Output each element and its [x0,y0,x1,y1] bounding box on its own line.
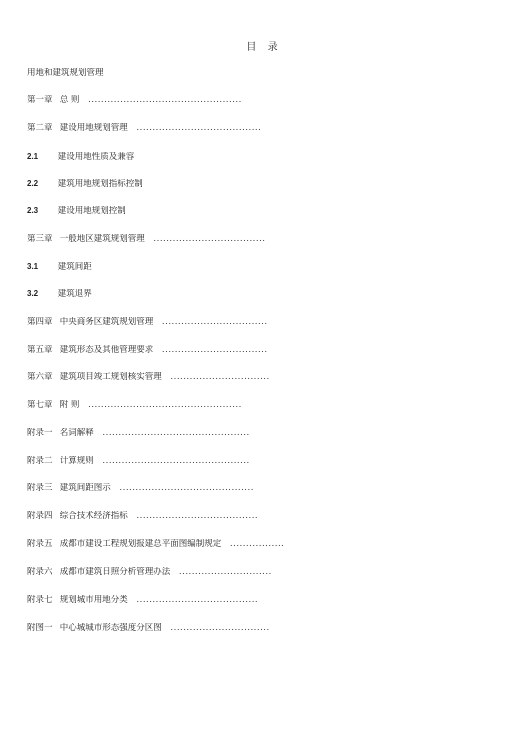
toc-entry-number: 第三章 [27,234,53,244]
toc-entry-number: 2.1 [27,152,39,161]
toc-entry-label: 建筑间距图示 [59,483,111,493]
toc-entry [27,289,92,299]
toc-entry-number: 第五章 [27,345,53,355]
toc-entry [27,428,250,438]
toc-entry-label: 附 则 [59,400,80,410]
toc-entry-number: 第四章 [27,317,53,327]
document-title: 目 录 [246,42,282,53]
toc-leader-dots: ...................................... [136,595,259,605]
toc-leader-dots: .............................................. [102,428,250,438]
toc-entry-label: 规划城市用地分类 [59,595,128,605]
toc-entry [27,623,270,633]
toc-entry-label: 一般地区建筑规划管理 [59,234,145,244]
toc-entry [27,262,92,272]
toc-entry-label: 建筑项目竣工规划核实管理 [59,372,162,382]
toc-leader-dots: .......................................... [119,483,254,493]
toc-entry-number: 3.1 [27,262,39,271]
toc-entry-label: 综合技术经济指标 [59,511,128,521]
toc-entry-number: 2.3 [27,206,39,215]
toc-leader-dots: ............................... [170,623,270,633]
toc-leader-dots: ................. [229,539,285,549]
toc-entry-number: 附录六 [27,567,53,577]
toc-entry [27,400,242,410]
toc-entry-label: 成都市建设工程规划报建总平面图编制规定 [59,539,222,549]
toc-leader-dots: ....................................... [136,123,262,133]
toc-entry [27,456,250,466]
toc-entry-label: 计算规则 [59,456,94,466]
toc-entry [27,511,258,521]
toc-entry [27,123,261,133]
toc-entry-number: 第二章 [27,123,53,133]
toc-entry [27,317,268,327]
toc-entry-number: 附图一 [27,623,53,633]
toc-leader-dots: ................................. [161,345,268,355]
toc-entry [27,372,270,382]
toc-entry [27,152,134,162]
toc-leader-dots: ................................. [161,317,268,327]
toc-leader-dots: ...................................... [136,511,259,521]
toc-leader-dots: ................................................ [88,95,242,105]
toc-entry [27,234,266,244]
toc-entry [27,567,272,577]
toc-entry-label: 建设用地性质及兼容 [57,152,135,162]
toc-entry-label: 总 则 [59,95,80,105]
toc-leader-dots: ............................. [178,567,272,577]
toc-entry-number: 第七章 [27,400,53,410]
toc-entry-number: 附录七 [27,595,53,605]
toc-leader-dots: ............................... [170,372,270,382]
toc-entry-label: 建筑形态及其他管理要求 [59,345,154,355]
toc-entry [27,68,104,78]
toc-leader-dots: ................................................ [88,400,242,410]
toc-entry-label: 建设用地规划控制 [57,206,126,216]
toc-entry [27,345,268,355]
toc-entry-label: 中央商务区建筑规划管理 [59,317,154,327]
toc-entry [27,539,284,549]
toc-entry-number: 第一章 [27,95,53,105]
toc-entry-number: 附录一 [27,428,53,438]
toc-entry-label: 建设用地规划管理 [59,123,128,133]
toc-entry-label: 成都市建筑日照分析管理办法 [59,567,171,577]
toc-entry [27,595,258,605]
toc-entry-number: 附录五 [27,539,53,549]
toc-entry-label: 中心城城市形态强度分区图 [59,623,162,633]
toc-entry [27,483,254,493]
toc-entry [27,179,143,189]
toc-entry [27,206,126,216]
toc-entry [27,95,242,105]
toc-entry-label: 建筑间距 [57,262,92,272]
toc-entry-number: 3.2 [27,289,39,298]
toc-entry-number: 附录四 [27,511,53,521]
toc-entry-label: 用地和建筑规划管理 [27,68,104,78]
toc-entry-number: 附录二 [27,456,53,466]
toc-entry-label: 名词解释 [59,428,94,438]
toc-entry-number: 2.2 [27,179,39,188]
toc-entry-label: 建筑用地规划指标控制 [57,179,143,189]
toc-leader-dots: .............................................. [102,456,250,466]
toc-entry-number: 附录三 [27,483,53,493]
toc-entry-label: 建筑退界 [57,289,92,299]
toc-leader-dots: ................................... [153,234,266,244]
toc-entry-number: 第六章 [27,372,53,382]
